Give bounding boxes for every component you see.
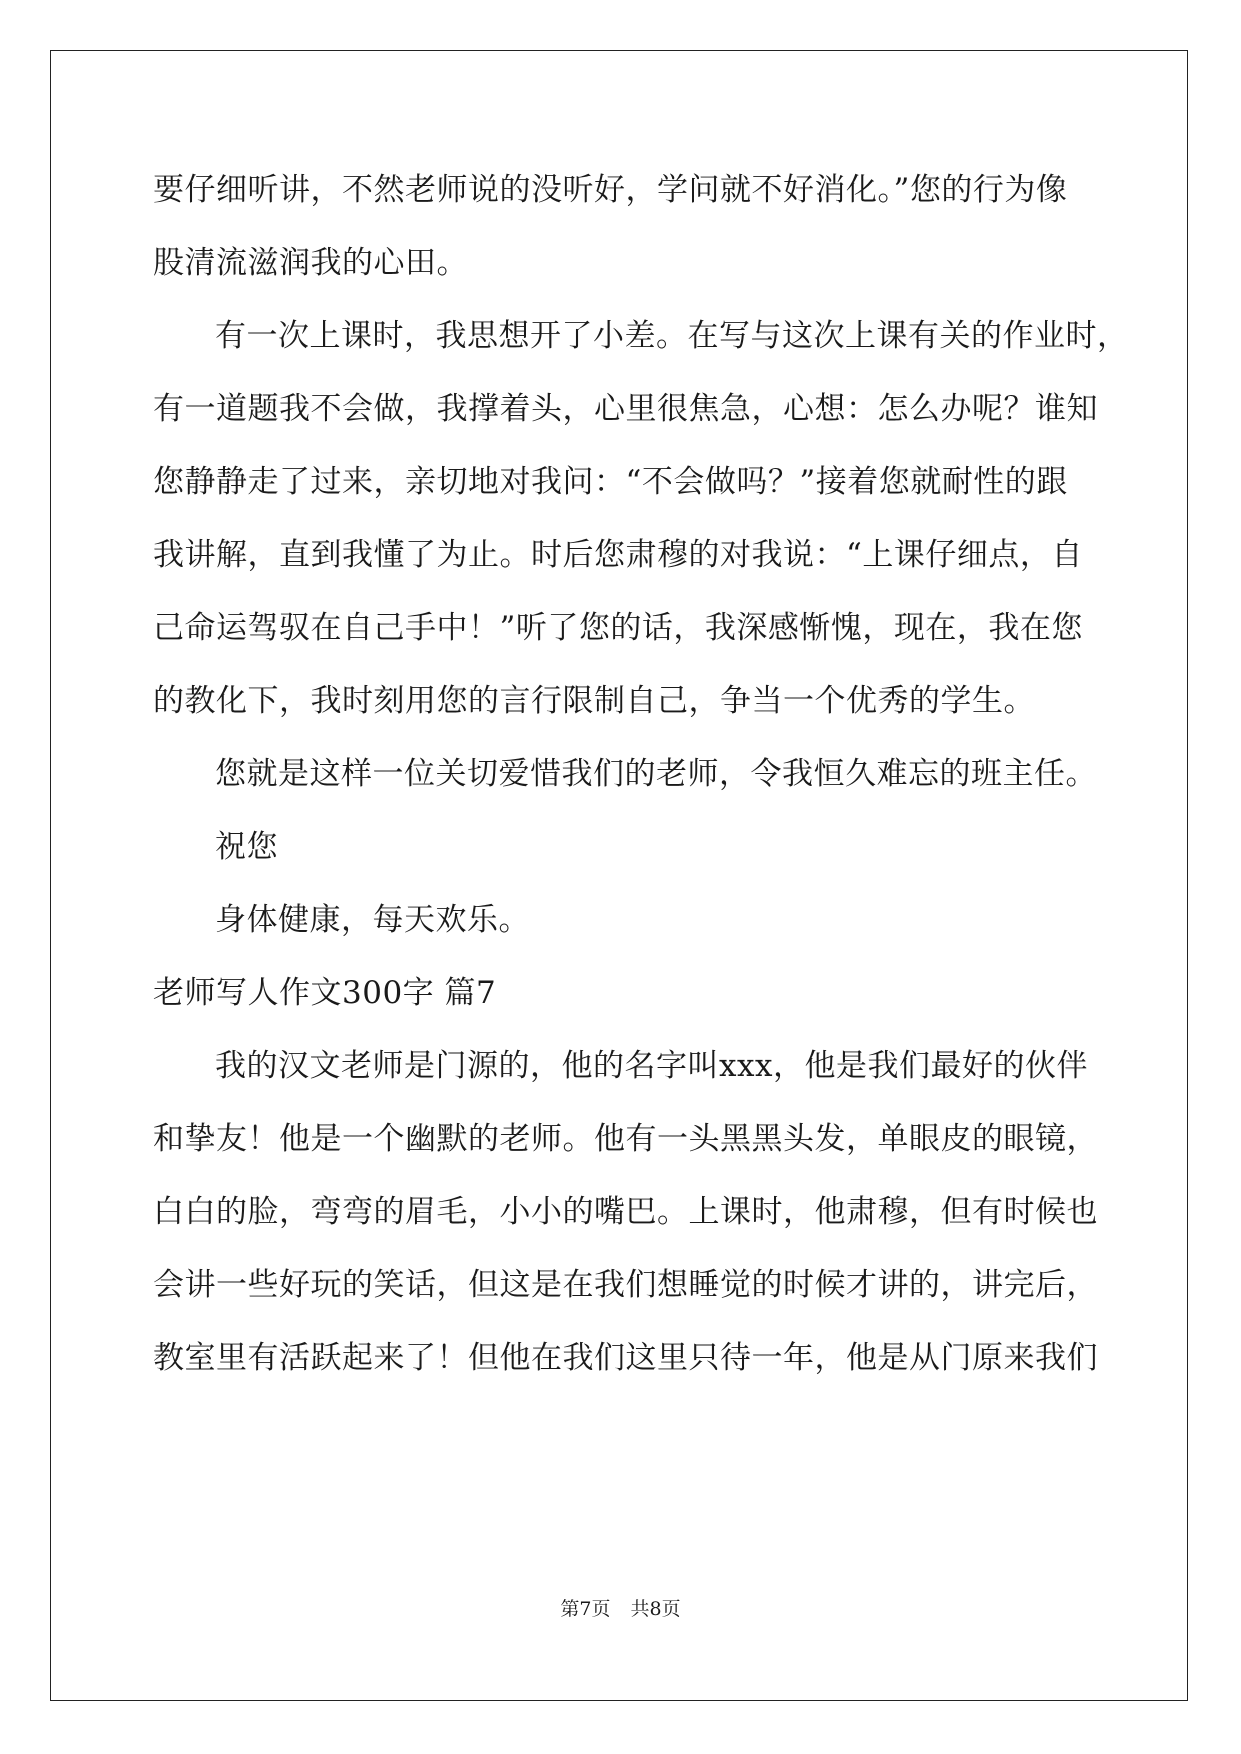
paragraph-line: 白白的脸，弯弯的眉毛，小小的嘴巴。上课时，他肃穆，但有时候也 [153, 1194, 1098, 1230]
paragraph-line: 股清流滋润我的心田。 [153, 245, 468, 281]
paragraph-line: 有一次上课时，我思想开了小差。在写与这次上课有关的作业时， [215, 318, 1129, 354]
section-heading: 老师写人作文300字 篇7 [153, 975, 497, 1011]
page-total: 共8页 [630, 1598, 681, 1620]
paragraph-line: 要仔细听讲，不然老师说的没听好，学问就不好消化。”您的行为像 [153, 172, 1068, 208]
closing-salutation: 祝您 [215, 829, 278, 865]
paragraph-line: 的教化下，我时刻用您的言行限制自己，争当一个优秀的学生。 [153, 683, 1035, 719]
paragraph-line: 您就是这样一位关切爱惜我们的老师，令我恒久难忘的班主任。 [215, 756, 1097, 792]
paragraph-line: 会讲一些好玩的笑话，但这是在我们想睡觉的时候才讲的，讲完后， [153, 1267, 1098, 1303]
closing-wish: 身体健康，每天欢乐。 [215, 902, 530, 938]
paragraph-line: 您静静走了过来，亲切地对我问：“不会做吗？”接着您就耐性的跟 [153, 464, 1068, 500]
paragraph-line: 和挚友！他是一个幽默的老师。他有一头黑黑头发，单眼皮的眼镜， [153, 1121, 1098, 1157]
paragraph-line: 有一道题我不会做，我撑着头，心里很焦急，心想：怎么办呢？谁知 [153, 391, 1098, 427]
paragraph-line: 己命运驾驭在自己手中！”听了您的话，我深感惭愧，现在，我在您 [153, 610, 1083, 646]
paragraph-line: 教室里有活跃起来了！但他在我们这里只待一年，他是从门原来我们 [153, 1340, 1098, 1376]
page-border [50, 50, 1188, 1701]
page-footer [0, 1597, 1241, 1621]
paragraph-line: 我讲解，直到我懂了为止。时后您肃穆的对我说：“上课仔细点，自 [153, 537, 1083, 573]
page-number: 第7页 [560, 1598, 611, 1620]
paragraph-line: 我的汉文老师是门源的，他的名字叫xxx，他是我们最好的伙伴 [215, 1048, 1088, 1084]
